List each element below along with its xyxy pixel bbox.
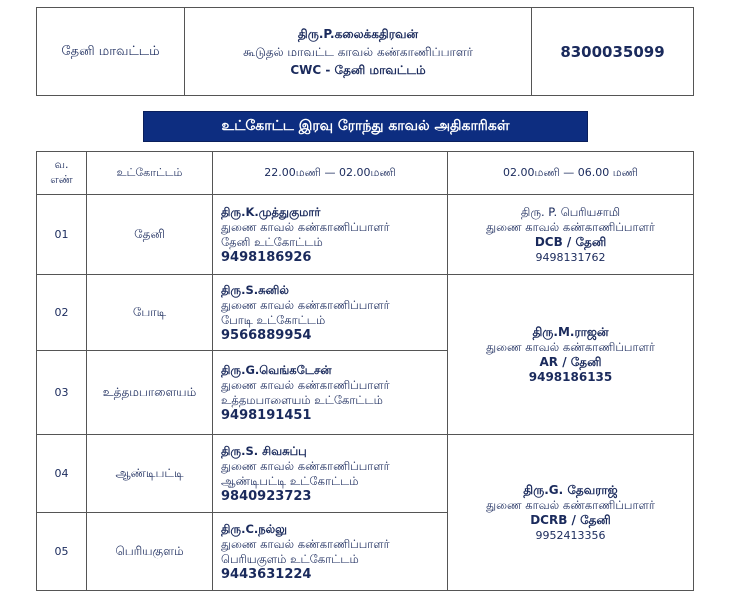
shift2-officer bbox=[448, 195, 694, 275]
officer-unit: ஆண்டிபட்டி உட்கோட்டம் bbox=[221, 473, 359, 488]
row-number: 01 bbox=[37, 195, 87, 275]
officer-name: திரு.G.வெங்கடேசன் bbox=[221, 362, 332, 377]
officer-phone: 9443631224 bbox=[221, 566, 312, 582]
row-officer bbox=[213, 435, 448, 513]
header-table bbox=[36, 7, 694, 96]
officer-designation: துணை காவல் கண்காணிப்பாளர் bbox=[221, 536, 390, 551]
officer-name: திரு.K.முத்துகுமார் bbox=[221, 204, 321, 219]
row-officer bbox=[213, 195, 448, 275]
row-number: 03 bbox=[37, 351, 87, 435]
officer-name: திரு.S. சிவசுப்பு bbox=[221, 443, 307, 458]
officer-designation: துணை காவல் கண்காணிப்பாளர் bbox=[486, 497, 655, 512]
officer-name: திரு.C.நல்லு bbox=[221, 521, 288, 536]
officer-designation: துணை காவல் கண்காணிப்பாளர் bbox=[221, 458, 390, 473]
officer-cell bbox=[185, 8, 532, 96]
row-officer bbox=[213, 275, 448, 351]
row-number: 02 bbox=[37, 275, 87, 351]
officer-phone: 9498131762 bbox=[535, 250, 606, 264]
officer-designation: துணை காவல் கண்காணிப்பாளர் bbox=[221, 297, 390, 312]
col-subdivision: உட்கோட்டம் bbox=[87, 152, 213, 195]
officer-unit: AR / தேனி bbox=[539, 354, 602, 369]
officer-name: திரு. P. பெரியசாமி bbox=[520, 204, 621, 219]
district-cell: தேனி மாவட்டம் bbox=[37, 8, 185, 96]
row-subdivision: உத்தமபாளையம் bbox=[87, 351, 213, 435]
row-number: 04 bbox=[37, 435, 87, 513]
officer-phone: 9952413356 bbox=[535, 528, 606, 542]
officer-name: திரு.P.கலைக்கதிரவன் bbox=[297, 26, 419, 41]
officer-phone: 9498186926 bbox=[221, 249, 312, 265]
row-officer bbox=[213, 351, 448, 435]
officer-name: திரு.G. தேவராஜ் bbox=[523, 482, 618, 497]
officer-phone: 9566889954 bbox=[221, 327, 312, 343]
officer-unit: DCRB / தேனி bbox=[530, 512, 611, 527]
col-serial: வ. எண் bbox=[37, 152, 87, 195]
officer-phone: 9840923723 bbox=[221, 488, 312, 504]
section-banner: உட்கோட்ட இரவு ரோந்து காவல் அதிகாரிகள் bbox=[143, 111, 588, 142]
patrol-table bbox=[36, 151, 694, 591]
officer-designation: துணை காவல் கண்காணிப்பாளர் bbox=[486, 219, 655, 234]
row-subdivision: தேனி bbox=[87, 195, 213, 275]
officer-phone: 9498186135 bbox=[528, 369, 613, 384]
row-subdivision: ஆண்டிபட்டி bbox=[87, 435, 213, 513]
officer-phone: 9498191451 bbox=[221, 407, 312, 423]
table-row bbox=[37, 195, 694, 275]
officer-name: திரு.M.ராஜன் bbox=[532, 324, 609, 339]
table-row bbox=[37, 275, 694, 351]
col-shift2: 02.00மணி — 06.00 மணி bbox=[448, 152, 694, 195]
officer-designation: கூடுதல் மாவட்ட காவல் கண்காணிப்பாளர் bbox=[243, 44, 473, 59]
table-header-row bbox=[37, 152, 694, 195]
officer-name: திரு.S.சுனில் bbox=[221, 282, 289, 297]
officer-unit: உத்தமபாளையம் உட்கோட்டம் bbox=[221, 392, 383, 407]
row-subdivision: போடி bbox=[87, 275, 213, 351]
table-row bbox=[37, 435, 694, 513]
officer-unit: CWC - தேனி மாவட்டம் bbox=[290, 62, 426, 77]
officer-unit: போடி உட்கோட்டம் bbox=[221, 312, 326, 327]
officer-unit: DCB / தேனி bbox=[534, 234, 607, 249]
officer-designation: துணை காவல் கண்காணிப்பாளர் bbox=[486, 339, 655, 354]
row-officer bbox=[213, 513, 448, 591]
officer-designation: துணை காவல் கண்காணிப்பாளர் bbox=[221, 219, 390, 234]
officer-unit: பெரியகுளம் உட்கோட்டம் bbox=[221, 551, 359, 566]
officer-designation: துணை காவல் கண்காணிப்பாளர் bbox=[221, 377, 390, 392]
officer-unit: தேனி உட்கோட்டம் bbox=[221, 234, 323, 249]
shift2-officer bbox=[448, 275, 694, 435]
phone-cell: 8300035099 bbox=[532, 8, 694, 96]
col-shift1: 22.00மணி — 02.00மணி bbox=[213, 152, 448, 195]
shift2-officer bbox=[448, 435, 694, 591]
row-subdivision: பெரியகுளம் bbox=[87, 513, 213, 591]
row-number: 05 bbox=[37, 513, 87, 591]
